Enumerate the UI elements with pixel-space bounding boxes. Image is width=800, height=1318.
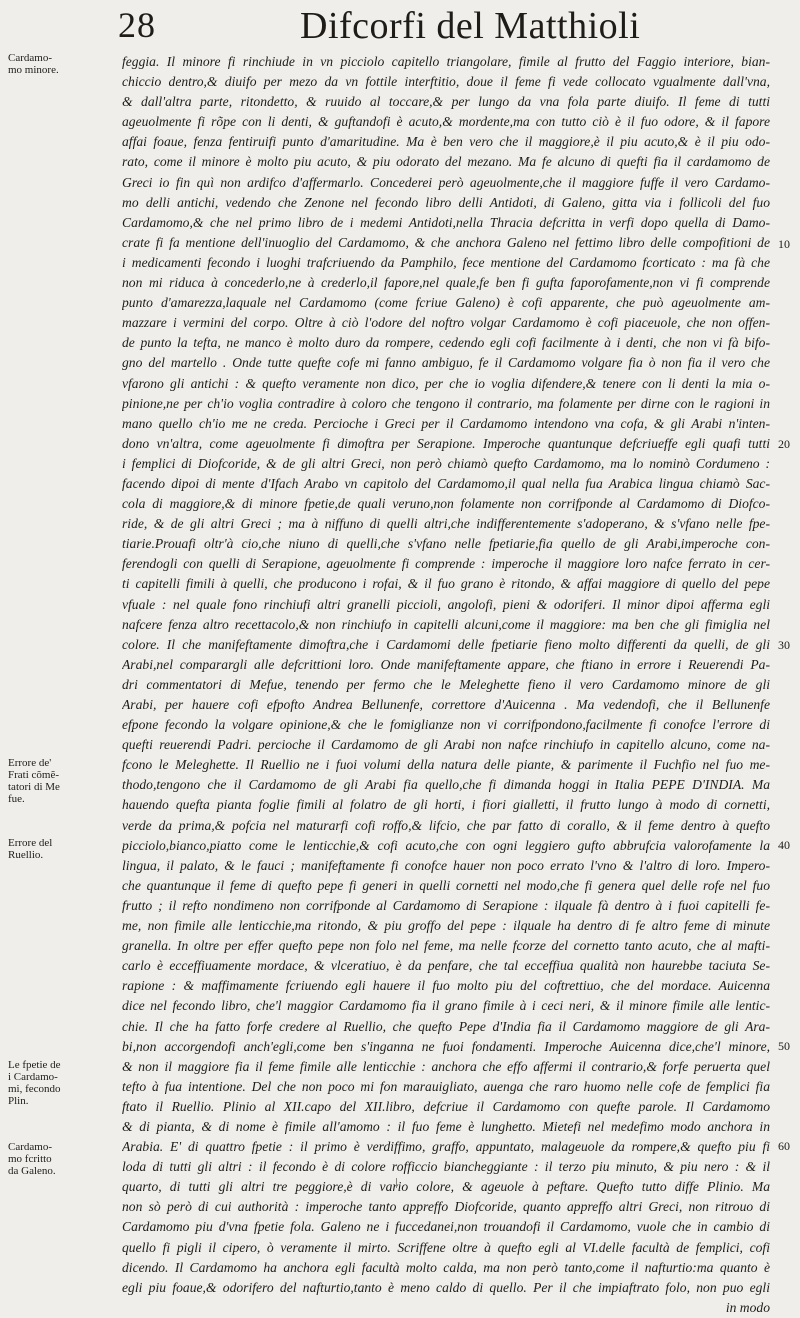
text-line: fcono le Meleghette. Il Ruellio ne i fuoi volumi della natura delle piante, & parimente il Fuchfio nel fuo me- <box>122 757 770 773</box>
text-line: bi,non accorgendofi anch'egli,come ben s'inganna ne fuoi fondamenti. Imperoche Auicenna dice,che'l minore, <box>122 1038 770 1054</box>
text-line: rapione : & maffimamente fcriuendo egli hauere il fuo molto piu del coftrettiuo, che del mordace. Auicenna <box>122 978 770 994</box>
text-line: chie. Il che ha fatto forfe credere al Ruellio, che quefto Pepe d'India fia il Cardamomo maggiore de gli Ara- <box>122 1018 770 1034</box>
text-line: i femplici di Diofcoride, & de gli altri Greci, non però chiamò quefto Cardamomo, ma lo nominò Cordumeno : <box>122 455 770 471</box>
text-line: me, non fimile alle lenticchie,ma ritondo, & piu groffo del pepe : ilquale ha dentro di fe altro feme di minute <box>122 918 770 934</box>
text-line: punto d'amarezza,laquale nel Cardamomo (come fcriue Galeno) è cofi apparente, che può ageuolmente am- <box>122 295 770 311</box>
text-line: ageuolmente fi rõpe con li denti, & guftandofi è acuto,& mordente,ma con tutto ciò è il fuo odore, & il fapore <box>122 114 770 130</box>
text-line: non mi riduca à concederlo,ne à crederlo,il fapore,nel quale,fe ben fi gufta faporofamente,non vi fi comprende <box>122 275 770 291</box>
text-line: nafcere fenza altro recettacolo,& non rinchiufo in capitelli alcuni,come il maggiore: ma ben che gli fimiglia nel <box>122 616 770 632</box>
marginal-note: Errore de' Frati cõmẽ- tatori di Me fue. <box>8 757 60 805</box>
text-line: Arabia. E' di quattro fpetie : il primo è verdiffimo, graffo, appuntato, malageuole da rompere,& quefto piu fi <box>122 1139 770 1155</box>
text-line: egli piu foaue,& odorifero del nafturtio,tanto è meno caldo di quello. Per il che impiaftrato folo, non puo egli <box>122 1279 770 1295</box>
text-line: Arabi, per hauere cofi efpofto Andrea Bellunenfe, correttore d'Auicenna . Ma vedendofi, che il Bellunenfe <box>122 697 770 712</box>
text-line: lingua, il palato, & le fauci ; manifeftamente fi conofce hauer non poco errato l'vno & l'altro di loro. Impero- <box>122 857 770 873</box>
text-line: vfuale : nel quale fono rinchiufi altri granelli piccioli, angolofi, pieni & odoriferi. Il minor dipoi afferma egli <box>122 596 770 612</box>
text-line: i medicamenti fecondo i luoghi trafcriuendo da Pamphilo, fece mentione del Cardamomo fcorticato : ma fà che <box>122 254 770 270</box>
text-line: picciolo,bianco,piatto come le lenticchie,& cofi acuto,che con ogni leggiero gufto abbrufcia valorofamente la <box>122 837 770 853</box>
text-line: dri commentatori di Mefue, tenendo per fermo che le Meleghette fieno il vero Cardamomo minore de gli <box>122 676 770 692</box>
marginal-note: Le fpetie de i Cardamo- mi, fecondo Plin. <box>8 1059 61 1107</box>
text-line: granella. In oltre per effer quefto pepe non folo nel feme, ma nelle fcorze del cornetto tanto acuto, che al mafti- <box>122 938 770 954</box>
text-line: dice nel fecondo libro, che'l maggior Cardamomo fia il grano fimile à i ceci neri, & il minore fimile alle lentic- <box>122 998 770 1014</box>
text-line: hauendo quefta pianta foglie fimili al folatro de gli horti, i fiori gialletti, il frutto lungo à modo di cornetti, <box>122 797 770 813</box>
text-line: feggia. Il minore fi rinchiude in vn picciolo capitello triangolare, fimile al frutto del Faggio interiore, bian- <box>122 54 770 69</box>
text-line: dicendo. Il Cardamomo ha anchora egli facultà molto calda, ma non però tanto,come il nafturtio:ma quanto è <box>122 1259 770 1275</box>
text-line: thodo,tengono che il Cardamomo de gli Arabi fia quello,che fi dimanda hoggi in Italia PEPE D'INDIA. Ma <box>122 777 770 793</box>
text-line: & di pianta, & di nome è fimile all'amomo : il fuo feme è lunghetto. Mietefi nel medefimo modo anchora in <box>122 1118 770 1134</box>
text-line: cola di maggiore,& di minore fpetie,de quali veruno,non folamente non corrifponde al Cardamomo di Diofco- <box>122 496 770 512</box>
text-line: chiccio dentro,& diuifo per mezo da vn fottile interftitio, doue il feme fi vede collocato vgualmente dall'vna, <box>122 74 770 90</box>
text-line: gno del martello . Onde tutte quefte cofe mi fanno ambiguo, fe il Cardamomo volgare fia ò non fia il vero che <box>122 355 770 371</box>
body-text <box>122 52 770 1318</box>
text-line: Arabi,nel comparargli alle defcrittioni loro. Onde manifeftamente appare, che ftiano in errore i Reuerendi Pa- <box>122 656 770 672</box>
marginal-note: Cardamo- mo minore. <box>8 52 59 76</box>
line-number: 30 <box>778 638 790 652</box>
text-line: ftato il Ruellio. Plinio al XII.capo del XII.libro, defcriue il Cardamomo con quefte parole. Il Cardamomo <box>122 1098 770 1114</box>
line-number: 20 <box>778 437 790 451</box>
text-line: ferendogli con quelli di Serapione, ageuolmente fi comprende : imperoche il maggiore loro nafce ferrato in cer- <box>122 556 770 572</box>
text-line: vfarono gli antichi : & quefto veramente non dico, per che io voglia difendere,& tenere con li denti la mia o- <box>122 375 770 391</box>
text-line: pinione,ne per ch'io voglia contradire à coloro che tengono il contrario, ma folamente per dirne con le ragioni in <box>122 395 770 411</box>
text-line: in modo <box>725 1299 770 1315</box>
text-line: Cardamomo piu d'vna fpetie fola. Galeno ne i fuccedanei,non trouandofi il Cardamomo, vuole che in cambio di <box>122 1219 770 1235</box>
text-line: frutto ; il refto nondimeno non corrifponde al Cardamomo di Serapione : ilquale fà dentro à i fuoi capitelli fe- <box>122 897 770 913</box>
text-line: tefto à fua intentione. Del che non poco mi fon marauigliato, auenga che raro huomo nelle cofe de femplici fia <box>122 1078 770 1094</box>
text-line: mazzare i vermini del corpo. Oltre à ciò l'odore del noftro volgar Cardamomo è cofi piaceuole, che non offen- <box>122 315 770 331</box>
line-number: 60 <box>778 1139 790 1153</box>
text-line: quarto, di tutti gli altri tre peggiore,è di vario colore, & ageuole à peftare. Quefto tutto diffe Plinio. Ma <box>122 1179 770 1195</box>
text-line: Greci io fin quì non ardifco d'affermarlo. Concederei però ageuolmente,che il maggiore fuffe il vero Cardamo- <box>122 174 770 190</box>
running-title: Difcorfi del Matthioli <box>300 5 641 47</box>
text-line: facendo dipoi di mente d'Ifach Arabo vn capitolo del Cardamomo,il qual nella fua Arabica lingua chiamò Sac- <box>122 475 770 491</box>
text-line: tiarie.Prouafi oltr'à cio,che niuno di quelli,che s'vfano nelle fpetiarie,fia quello de gli Arabi,imperoche con- <box>122 536 770 552</box>
text-line: efpone fecondo la volgare opinione,& che le fomiglianze non vi corrifpondono,facilmente fi conofce l'errore di <box>122 717 770 733</box>
text-line: ride, & de gli altri Greci ; ma à niffuno di quelli altri,che indifferentemente s'adoperano, & s'vfano nelle fpe- <box>122 516 770 532</box>
page-ornament <box>396 1178 409 1188</box>
text-line: rato, come il minore è molto piu acuto, & piu odorato del mezano. Ma fe alcuno di quefti fia il cardamomo de <box>122 154 770 170</box>
text-line: quefti reuerendi Padri. percioche il Cardamomo de gli Arabi non nafce rinchiufo in capitello alcuno, come na- <box>122 737 770 753</box>
page-header <box>0 4 800 50</box>
line-number: 40 <box>778 838 790 852</box>
text-line: Cardamomo,& che nel primo libro de i medemi Antidoti,nella Thracia defcritta in verfi dopo quella di Damo- <box>122 214 770 230</box>
text-line: non sò però di cui authorità : imperoche tanto appreffo Diofcoride, quanto appreffo altri Greci, non ritrouo di <box>122 1199 770 1215</box>
text-line: dono vn'altra, come ageuolmente fi dimoftra per Serapione. Imperoche quantunque defcriueffe egli quafi tutti <box>122 435 770 451</box>
text-line: loda di tutti gli altri : il fecondo è di colore rofficcio biancheggiante : il terzo piu minuto, & piu nero : & il <box>122 1159 770 1175</box>
text-line: che quantunque il feme di quefto pepe fi generi in quelli cornetti nel modo,che fi genera quel delle rofe nel fuo <box>122 877 770 893</box>
text-line: colore. Il che manifeftamente dimoftra,che i Cardamomi delle fpetiarie fieno molto differenti da quelli, de gli <box>122 636 770 652</box>
line-number: 10 <box>778 237 790 251</box>
text-line: & dall'altra parte, ritondetto, & ruuido al toccare,& per lungo da vna fola parte diuifo. Il feme di tutti <box>122 94 770 110</box>
line-number: 50 <box>778 1039 790 1053</box>
text-line: verde da prima,& pofcia nel maturarfi cofi roffo,& lifcio, che par fatto di corallo, & il feme dentro à quefto <box>122 817 770 833</box>
text-line: quello fi pigli il cipero, ò veramente il mirto. Scriffene oltre à quefto egli al VI.delle facultà de femplici, cofi <box>122 1239 770 1255</box>
marginal-note: Cardamo- mo fcritto da Galeno. <box>8 1141 56 1177</box>
text-line: & non il maggiore fia il feme fimile alle lenticchie : anchora che effo affermi il contrario,& forfe peruerta quel <box>122 1058 770 1074</box>
page-number: 28 <box>118 5 156 45</box>
text-line: mo delli antichi, vedendo che Zenone nel fecondo libro delli Antidoti, di Galeno, gitta via i follicoli del fuo <box>122 194 770 210</box>
text-line: crate fi fa mentione dell'inuoglio del Cardamomo, & che anchora Galeno nel fettimo libro delle compofitioni de <box>122 234 770 250</box>
marginal-note: Errore del Ruellio. <box>8 837 53 861</box>
text-line: carlo è ecceffiuamente mordace, & vlceratiuo, è da penfare, che tal ecceffiua qualità non haurebbe taciuta Se- <box>122 958 770 974</box>
text-line: mano quello ch'io me ne creda. Percioche i Greci per il Cardamomo intendono vna cofa, & gli Arabi n'inten- <box>122 415 770 431</box>
text-line: affai foaue, fenza fentiruifi punto d'amaritudine. Ma è ben vero che il maggiore,è il piu acuto,& è il piu odo- <box>122 134 770 150</box>
text-line: ti capitelli fimili à quelli, che producono i rofai, & il fuo grano è ritondo, & affai maggiore di quello del pepe <box>122 576 770 592</box>
text-line: de punto la tefta, ne manco è molto duro da rompere, cedendo egli cofi facilmente à i denti, che non vi fà bifo- <box>122 335 770 351</box>
